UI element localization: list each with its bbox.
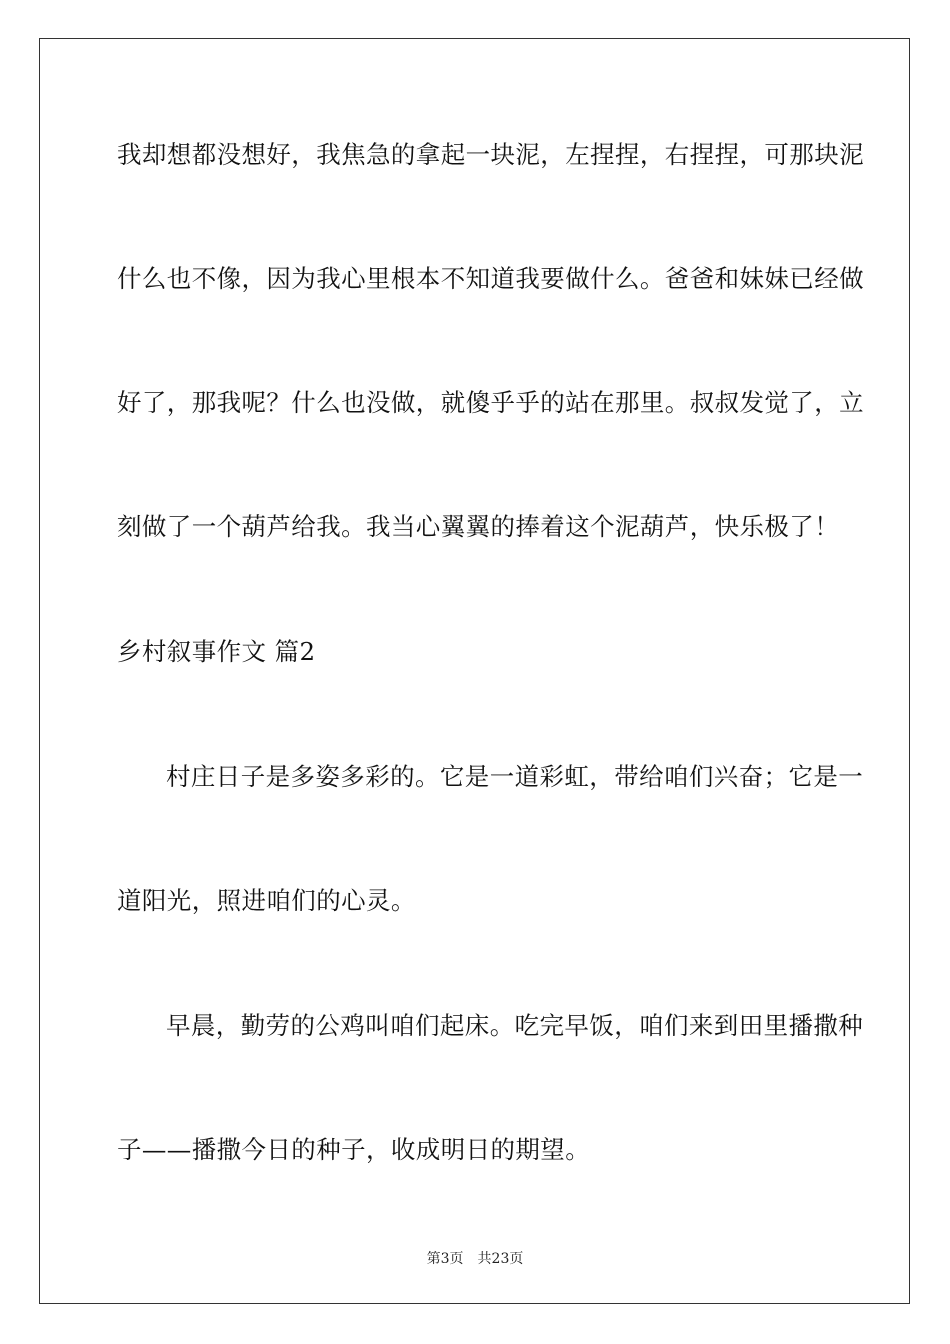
- text-line: 好了，那我呢？什么也没做，就傻乎乎的站在那里。叔叔发觉了，立: [117, 388, 864, 417]
- section-heading: 乡村叙事作文 篇2: [117, 637, 316, 666]
- paragraph-line: 子——播撒今日的种子，收成明日的期望。: [117, 1135, 591, 1164]
- text-line: 刻做了一个葫芦给我。我当心翼翼的捧着这个泥葫芦，快乐极了！: [117, 512, 840, 541]
- paragraph-line: 村庄日子是多姿多彩的。它是一道彩虹，带给咱们兴奋；它是一: [166, 762, 864, 791]
- text-line: 什么也不像，因为我心里根本不知道我要做什么。爸爸和妹妹已经做: [117, 264, 864, 293]
- paragraph-line: 道阳光，照进咱们的心灵。: [117, 886, 416, 915]
- paragraph-line: 早晨，勤劳的公鸡叫咱们起床。吃完早饭，咱们来到田里播撒种: [166, 1011, 864, 1040]
- page-number: 第3页: [426, 1251, 464, 1267]
- page-border: [39, 38, 910, 1304]
- page-footer: [0, 1248, 950, 1268]
- page-total: 共23页: [477, 1251, 524, 1267]
- text-line: 我却想都没想好，我焦急的拿起一块泥，左捏捏，右捏捏，可那块泥: [117, 140, 864, 169]
